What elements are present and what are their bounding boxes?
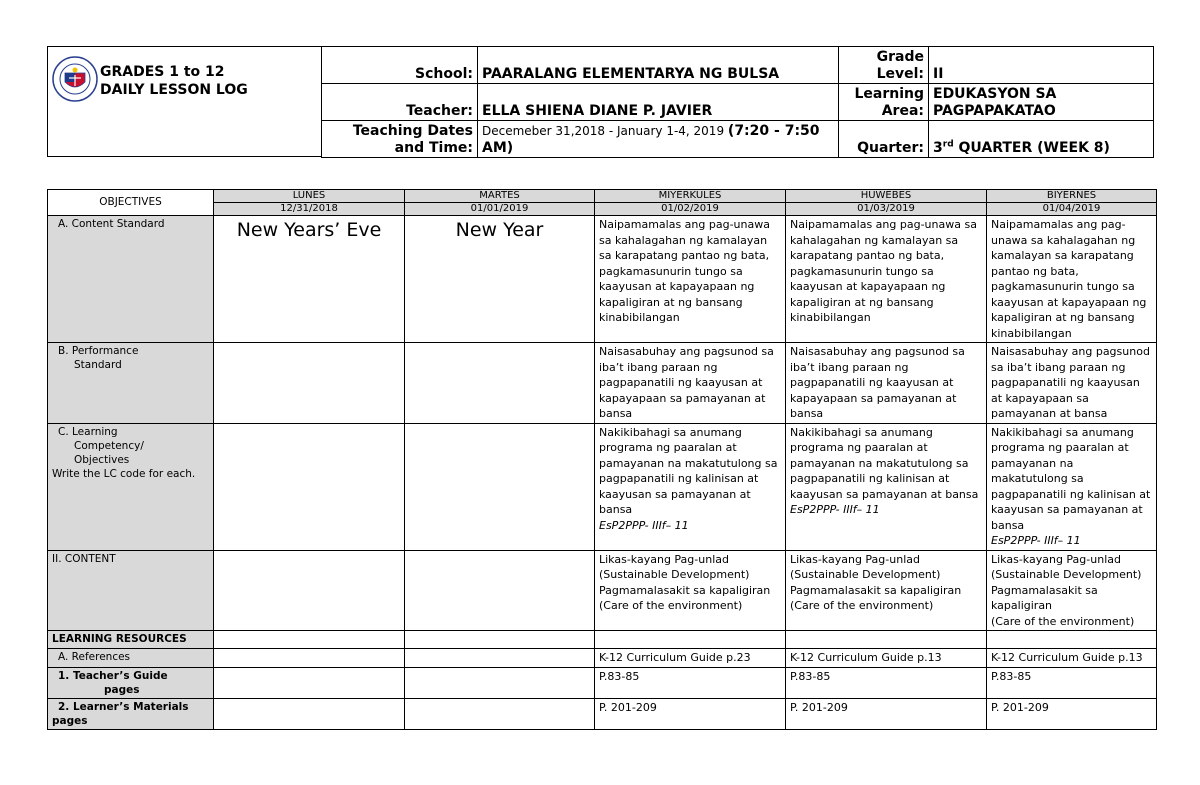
document-title [100, 63, 248, 99]
date-miyerkules: 01/02/2019 [595, 203, 786, 216]
lm-martes [405, 698, 595, 729]
content-fri: Likas-kayang Pag-unlad (Sustainable Development) Pagmamalasakit sa kapaligiran (Care of the environment) [987, 550, 1157, 631]
resources-fri [987, 631, 1157, 649]
tg-thu: P.83-85 [786, 667, 987, 698]
references-fri: K-12 Curriculum Guide p.13 [987, 649, 1157, 668]
school-value: PAARALANG ELEMENTARYA NG BULSA [478, 47, 839, 84]
performance-wed: Naisasabuhay ang pagsunod sa iba’t ibang paraan ng pagpapanatili ng kaayusan at kapayapaan sa pamayanan at bansa [595, 343, 786, 424]
quarter-value: 3rd QUARTER (WEEK 8) [929, 121, 1154, 158]
learning-resources-label: LEARNING RESOURCES [48, 631, 214, 649]
resources-wed [595, 631, 786, 649]
lm-lunes [214, 698, 405, 729]
grade-level-label: Grade Level: [839, 47, 929, 84]
holiday-martes: New Year [405, 216, 595, 343]
lm-wed: P. 201-209 [595, 698, 786, 729]
competency-fri: Nakikibahagi sa anumang programa ng paaralan at pamayanan na makatutulong sa pagpapanatili ng kalinisan at kaayusan sa pamayanan at bansa EsP2PPP- IIIf– 11 [987, 423, 1157, 550]
tg-wed: P.83-85 [595, 667, 786, 698]
title-line-1: GRADES 1 to 12 [100, 64, 225, 80]
teaching-dates-label: Teaching Dates and Time: [322, 121, 478, 158]
competency-thu: Nakikibahagi sa anumang programa ng paaralan at pamayanan na makatutulong sa pagpapanatili ng kalinisan at kaayusan sa pamayanan at bansa EsP2PPP- IIIf– 11 [786, 423, 987, 550]
content-label: II. CONTENT [48, 550, 214, 631]
day-header-miyerkules: MIYERKULES [595, 190, 786, 203]
quarter-label: Quarter: [839, 121, 929, 158]
competency-martes [405, 423, 595, 550]
day-header-biyernes: BIYERNES [987, 190, 1157, 203]
content-wed: Likas-kayang Pag-unlad (Sustainable Development) Pagmamalasakit sa kapaligiran (Care of the environment) [595, 550, 786, 631]
lesson-log-table [47, 189, 1157, 730]
references-martes [405, 649, 595, 668]
content-standard-wed: Naipamamalas ang pag-unawa sa kahalagahan ng kamalayan sa karapatang pantao ng bata, pagkamasunurin tungo sa kaayusan at kapayapaan ng kapaligiran at ng bansang kinabibilangan [595, 216, 786, 343]
content-standard-label: A. Content Standard [48, 216, 214, 343]
performance-lunes [214, 343, 405, 424]
day-header-lunes: LUNES [214, 190, 405, 203]
learners-materials-label: 2. Learner’s Materials pages [48, 698, 214, 729]
performance-martes [405, 343, 595, 424]
tg-fri: P.83-85 [987, 667, 1157, 698]
resources-lunes [214, 631, 405, 649]
tg-lunes [214, 667, 405, 698]
competency-wed: Nakikibahagi sa anumang programa ng paaralan at pamayanan na makatutulong sa pagpapanatili ng kalinisan at kaayusan sa pamayanan at bansa EsP2PPP- IIIf– 11 [595, 423, 786, 550]
references-lunes [214, 649, 405, 668]
references-label: A. References [48, 649, 214, 668]
resources-martes [405, 631, 595, 649]
objectives-header: OBJECTIVES [48, 190, 214, 216]
references-thu: K-12 Curriculum Guide p.13 [786, 649, 987, 668]
teacher-label: Teacher: [322, 84, 478, 121]
teacher-value: ELLA SHIENA DIANE P. JAVIER [478, 84, 839, 121]
resources-thu [786, 631, 987, 649]
content-thu: Likas-kayang Pag-unlad (Sustainable Development) Pagmamalasakit sa kapaligiran (Care of the environment) [786, 550, 987, 631]
content-standard-thu: Naipamamalas ang pag-unawa sa kahalagahan ng kamalayan sa karapatang pantao ng bata, pagkamasunurin tungo sa kaayusan at kapayapaan ng kapaligiran at ng bansang kinabibilangan [786, 216, 987, 343]
school-label: School: [322, 47, 478, 84]
learning-area-label: Learning Area: [839, 84, 929, 121]
date-martes: 01/01/2019 [405, 203, 595, 216]
content-martes [405, 550, 595, 631]
title-line-2: DAILY LESSON LOG [100, 82, 248, 98]
deped-seal-icon [52, 56, 98, 102]
content-standard-fri: Naipamamalas ang pag-unawa sa kahalagahan ng kamalayan sa karapatang pantao ng bata, pagkamasunurin tungo sa kaayusan at kapayapaan ng kapaligiran at ng bansang kinabibilangan [987, 216, 1157, 343]
day-header-huwebes: HUWEBES [786, 190, 987, 203]
performance-fri: Naisasabuhay ang pagsunod sa iba’t ibang paraan ng pagpapanatili ng kaayusan at kapayapaan sa pamayanan at bansa [987, 343, 1157, 424]
competency-label: C. Learning Competency/ Objectives Write the LC code for each. [48, 423, 214, 550]
competency-lunes [214, 423, 405, 550]
date-huwebes: 01/03/2019 [786, 203, 987, 216]
lm-thu: P. 201-209 [786, 698, 987, 729]
date-lunes: 12/31/2018 [214, 203, 405, 216]
day-header-martes: MARTES [405, 190, 595, 203]
performance-standard-label: B. Performance Standard [48, 343, 214, 424]
teaching-dates-value: Decemeber 31,2018 - January 1-4, 2019 (7:20 - 7:50 AM) [478, 121, 839, 158]
header-info-table [321, 46, 1154, 158]
learning-area-value: EDUKASYON SA PAGPAPAKATAO [929, 84, 1154, 121]
teachers-guide-label: 1. Teacher’s Guide pages [48, 667, 214, 698]
holiday-lunes: New Years’ Eve [214, 216, 405, 343]
content-lunes [214, 550, 405, 631]
grade-level-value: II [929, 47, 1154, 84]
tg-martes [405, 667, 595, 698]
performance-thu: Naisasabuhay ang pagsunod sa iba’t ibang paraan ng pagpapanatili ng kaayusan at kapayapaan sa pamayanan at bansa [786, 343, 987, 424]
lm-fri: P. 201-209 [987, 698, 1157, 729]
references-wed: K-12 Curriculum Guide p.23 [595, 649, 786, 668]
date-biyernes: 01/04/2019 [987, 203, 1157, 216]
